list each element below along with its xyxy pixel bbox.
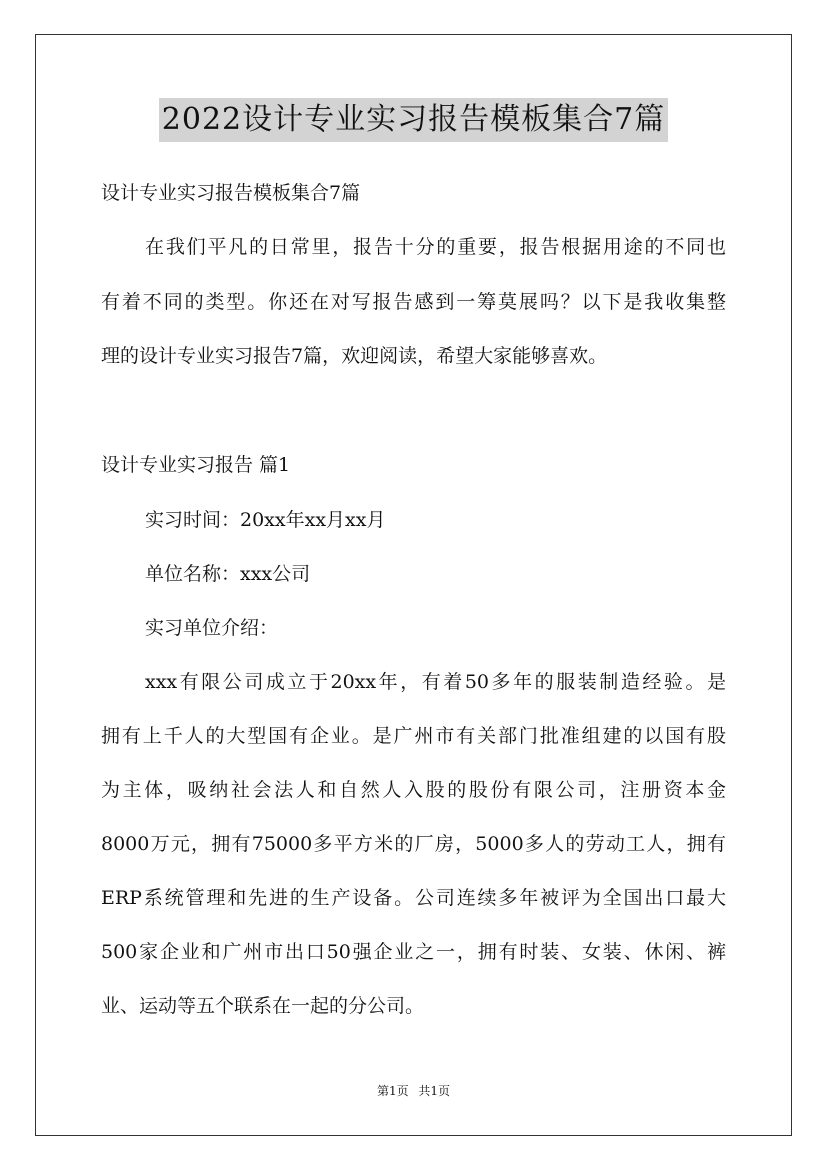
intro-line: 有着不同的类型。你还在对写报告感到一筹莫展吗？以下是我收集整 bbox=[101, 291, 726, 313]
body-line: 为主体，吸纳社会法人和自然人入股的股份有限公司，注册资本金 bbox=[101, 779, 726, 801]
info-time: 实习时间：20xx年xx月xx月 bbox=[145, 509, 386, 531]
info-unit-intro: 实习单位介绍： bbox=[145, 617, 279, 639]
body-line: 业、运动等五个联系在一起的分公司。 bbox=[101, 995, 425, 1017]
page-total: 共1页 bbox=[418, 1084, 451, 1098]
intro-line: 在我们平凡的日常里，报告十分的重要，报告根据用途的不同也 bbox=[145, 236, 726, 258]
body-line: 8000万元，拥有75000多平方米的厂房，5000多人的劳动工人，拥有 bbox=[101, 833, 726, 855]
intro-line: 理的设计专业实习报告7篇，欢迎阅读，希望大家能够喜欢。 bbox=[101, 345, 608, 367]
document-title: 2022设计专业实习报告模板集合7篇 bbox=[159, 98, 668, 142]
page-number: 第1页 bbox=[376, 1084, 409, 1098]
body-line: 拥有上千人的大型国有企业。是广州市有关部门批准组建的以国有股 bbox=[101, 725, 726, 747]
document-subtitle: 设计专业实习报告模板集合7篇 bbox=[101, 182, 361, 204]
page-footer bbox=[0, 1083, 827, 1099]
title-container bbox=[0, 98, 827, 142]
body-line: ERP系统管理和先进的生产设备。公司连续多年被评为全国出口最大 bbox=[101, 887, 726, 909]
section-heading: 设计专业实习报告 篇1 bbox=[101, 454, 291, 476]
body-line: xxx有限公司成立于20xx年，有着50多年的服装制造经验。是 bbox=[145, 671, 726, 693]
body-line: 500家企业和广州市出口50强企业之一，拥有时装、女装、休闲、裤 bbox=[101, 941, 726, 963]
info-unit-name: 单位名称：xxx公司 bbox=[145, 563, 311, 585]
